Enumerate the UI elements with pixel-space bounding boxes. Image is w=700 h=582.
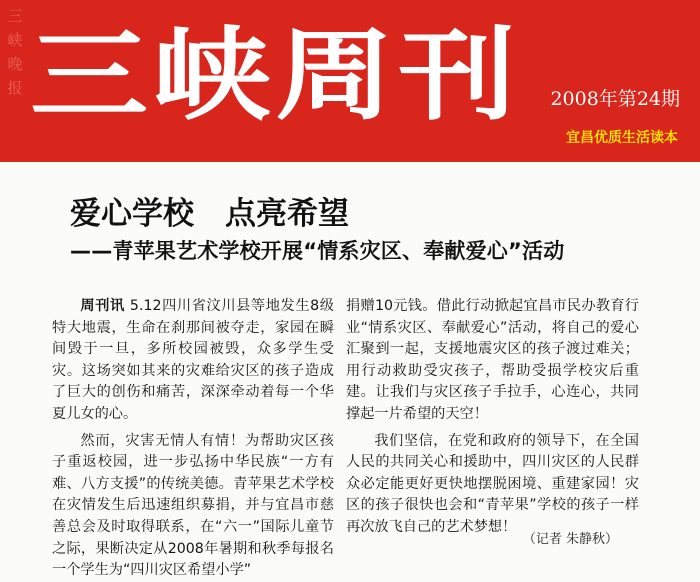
article-paragraph <box>52 296 334 426</box>
article-headline: 爱心学校 点亮希望 <box>70 196 349 232</box>
masthead-vertical-text: 三 峡 晚 报 <box>7 7 23 97</box>
masthead-banner <box>0 0 700 162</box>
masthead-tagline: 宜昌优质生活读本 <box>566 130 678 146</box>
article-column-left <box>52 296 334 582</box>
article-byline: （记者 朱静秋） <box>522 532 618 547</box>
paragraph-text: 5.12四川省汶川县等地发生8级特大地震，生命在刹那间被夺走，家园在瞬间毁于一旦，多所校园被毁，众多学生受灾。这场突如其来的灾难给灾区的孩子造成了巨大的创伤和痛苦，深深牵动着每一个华夏儿女的心。 <box>52 298 334 422</box>
issue-number: 2008年第24期 <box>550 88 680 110</box>
article-column-right <box>346 296 639 539</box>
article-paragraph: 我们坚信，在党和政府的领导下，在全国人民的共同关心和援助中，四川灾区的人民群众必定能更好更快地摆脱困境、重建家园！灾区的孩子很快也会和“青苹果”学校的孩子一样再次放飞自己的艺术梦想！ <box>346 432 639 535</box>
article-subheadline: ——青苹果艺术学校开展“情系灾区、奉献爱心”活动 <box>70 239 565 263</box>
masthead-logo: 三峡周刊 <box>30 16 521 134</box>
lead-label: 周刊讯 <box>80 298 125 314</box>
article-paragraph: 捐赠10元钱。借此行动掀起宜昌市民办教育行业“情系灾区、奉献爱心”活动，将自己的爱心汇聚到一起，支援地震灾区的孩子渡过难关；用行动救助受灾孩子，帮助受损学校灾后重建。让我们与灾区孩子手拉手，心连心，共同撑起一片希望的天空！ <box>346 298 639 422</box>
article-paragraph: 然而，灾害无情人有情！为帮助灾区孩子重返校园，进一步弘扬中华民族“一方有难、八方支援”的传统美德。青苹果艺术学校在灾情发生后迅速组织募捐，并与宜昌市慈善总会及时取得联系，在“六一”国际儿童节之际，果断决定从2008年暑期和秋季每报名一个学生为“四川灾区希望小学” <box>52 432 334 579</box>
